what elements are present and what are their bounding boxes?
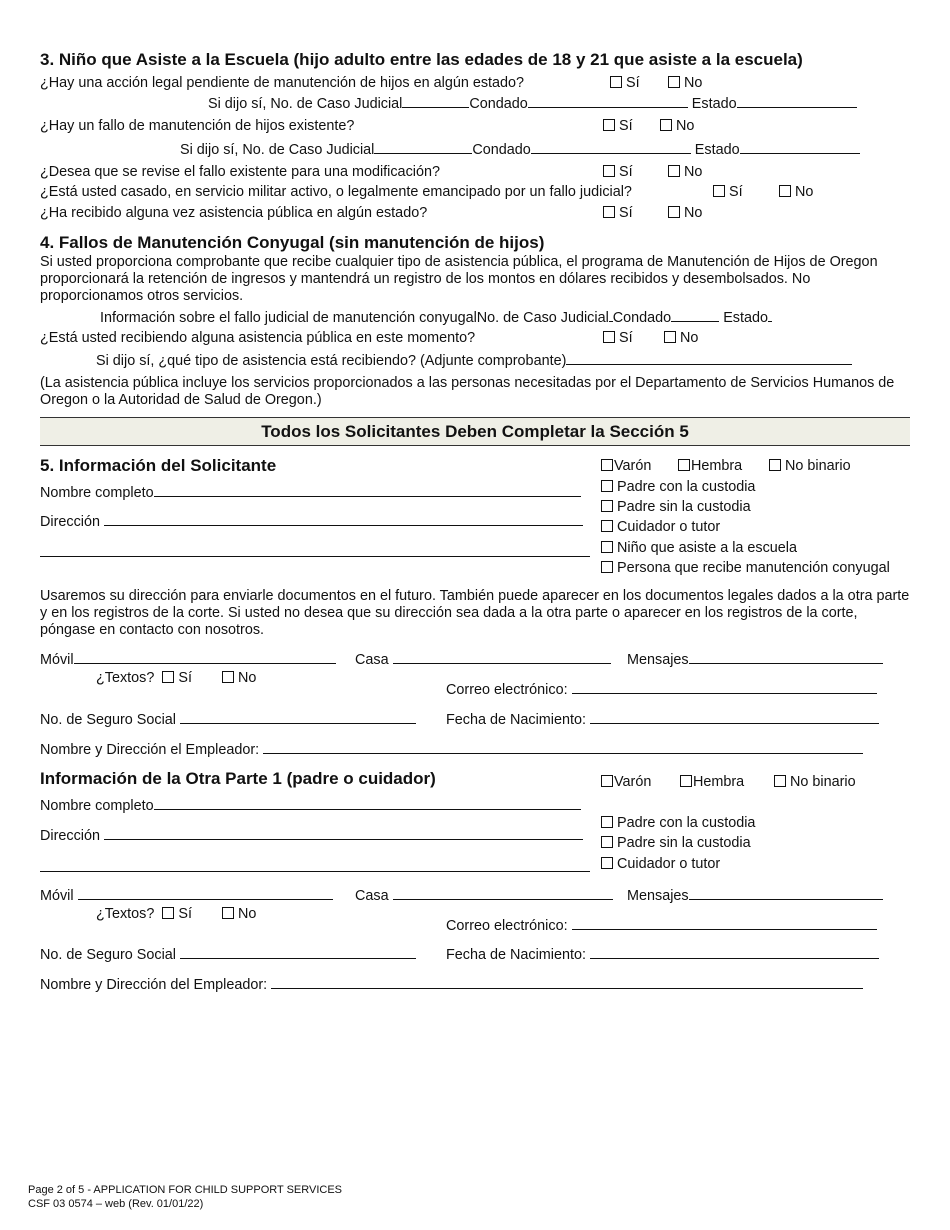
other-email-row: Correo electrónico: [446,916,877,935]
s3-q3-no[interactable]: No [668,164,702,181]
other-name-row: Nombre completo [40,796,581,815]
section5-heading: 5. Información del Solicitante [40,456,277,475]
applicant-nonbinary[interactable]: No binario [769,458,851,475]
applicant-dob-row: Fecha de Nacimiento: [446,710,879,729]
other-employer-row: Nombre y Dirección del Empleador: [40,975,863,994]
checkbox-icon[interactable] [664,331,676,343]
applicant-email-row: Correo electrónico: [446,680,877,699]
other-nonbinary[interactable]: No binario [774,774,856,791]
applicant-male[interactable]: Varón [601,458,651,475]
other-female[interactable]: Hembra [680,774,744,791]
other-address-row: Dirección [40,826,583,845]
checkbox-icon[interactable] [660,119,672,131]
checkbox-icon[interactable] [769,459,781,471]
mobile-field[interactable] [74,650,336,664]
checkbox-icon[interactable] [162,671,174,683]
s3-q4-no[interactable]: No [779,184,813,201]
checkbox-icon[interactable] [603,206,615,218]
applicant-address-row: Dirección [40,512,583,531]
s3-q5-label: ¿Ha recibido alguna vez asistencia pública en algún estado? [40,205,428,221]
county-field[interactable] [528,94,688,108]
s4-note: (La asistencia pública incluye los servicios proporcionados a las personas necesitadas por el Departamento de Servicios Humanos de Oregon o la Autoridad de Salud de Oregon.) [40,375,895,408]
checkbox-icon[interactable] [774,775,786,787]
other-caretaker[interactable]: Cuidador o tutor [601,856,720,873]
s3-q2-label: ¿Hay un fallo de manutención de hijos existente? [40,118,355,134]
checkbox-icon[interactable] [779,185,791,197]
other-texts-row: ¿Textos? Sí No [96,906,257,922]
applicant-name-row: Nombre completo [40,483,581,502]
s3-q1-yes[interactable]: Sí [610,75,640,92]
applicant-caretaker[interactable]: Cuidador o tutor [601,519,720,536]
checkbox-icon[interactable] [222,671,234,683]
section4-heading: 4. Fallos de Manutención Conyugal (sin manutención de hijos) [40,233,545,252]
applicant-spousal-recipient[interactable]: Persona que recibe manutención conyugal [601,560,890,577]
checkbox-icon[interactable] [601,480,613,492]
case-number-field[interactable] [402,94,469,108]
footer-form-number: CSF 03 0574 – web (Rev. 01/01/22) [28,1198,204,1210]
employer-field[interactable] [263,740,863,754]
other-dob-row: Fecha de Nacimiento: [446,945,879,964]
s3-q4-label: ¿Está usted casado, en servicio militar activo, o legalmente emancipado por un fallo judicial? [40,184,632,200]
mobile-field[interactable] [78,886,333,900]
home-phone-field[interactable] [393,886,613,900]
ssn-field[interactable] [180,710,416,724]
other-custodial[interactable]: Padre con la custodia [601,815,755,832]
s3-q3-label: ¿Desea que se revise el fallo existente para una modificación? [40,164,440,180]
other-party-heading: Información de la Otra Parte 1 (padre o cuidador) [40,769,436,788]
address-field[interactable] [104,512,583,526]
dob-field[interactable] [590,710,879,724]
s4-type-row: Si dijo sí, ¿qué tipo de asistencia está recibiendo? (Adjunte comprobante) [96,351,852,370]
checkbox-icon[interactable] [601,500,613,512]
s4-assistance-no[interactable]: No [664,330,698,347]
s3-q1-detail-row: Si dijo sí, No. de Caso Judicial Condado Estado [208,94,857,113]
checkbox-icon[interactable] [603,331,615,343]
applicant-employer-row: Nombre y Dirección el Empleador: [40,740,863,759]
checkbox-icon[interactable] [713,185,725,197]
address-line-2-field[interactable] [40,857,590,872]
checkbox-icon[interactable] [601,459,613,471]
checkbox-icon[interactable] [668,165,680,177]
checkbox-icon[interactable] [601,561,613,573]
checkbox-icon[interactable] [601,836,613,848]
full-name-field[interactable] [154,483,581,497]
state-field[interactable] [740,140,860,154]
applicant-female[interactable]: Hembra [678,458,742,475]
ssn-field[interactable] [180,945,416,959]
checkbox-icon[interactable] [222,907,234,919]
state-field[interactable] [768,308,772,322]
checkbox-icon[interactable] [668,76,680,88]
checkbox-icon[interactable] [601,816,613,828]
checkbox-icon[interactable] [601,857,613,869]
applicant-child-in-school[interactable]: Niño que asiste a la escuela [601,540,797,557]
s3-q2-no[interactable]: No [660,118,694,135]
assistance-type-field[interactable] [566,351,852,365]
other-messages-row: Mensajes [627,886,883,905]
checkbox-icon[interactable] [680,775,692,787]
applicant-texts-row: ¿Textos? Sí No [96,670,257,686]
s4-assistance-yes[interactable]: Sí [603,330,633,347]
s3-q2-yes[interactable]: Sí [603,118,633,135]
county-field[interactable] [671,308,719,322]
checkbox-icon[interactable] [603,165,615,177]
other-mobile-row: Móvil [40,886,333,905]
home-phone-field[interactable] [393,650,611,664]
checkbox-icon[interactable] [603,119,615,131]
checkbox-icon[interactable] [668,206,680,218]
s3-q4-yes[interactable]: Sí [713,184,743,201]
state-field[interactable] [737,94,857,108]
applicant-mobile-row: Móvil [40,650,336,669]
email-field[interactable] [572,916,877,930]
full-name-field[interactable] [154,796,581,810]
email-field[interactable] [572,680,877,694]
other-noncustodial[interactable]: Padre sin la custodia [601,835,751,852]
address-notice: Usaremos su dirección para enviarle documentos en el futuro. También puede aparecer en los documentos legales dados a la otra parte y en los registros de la corte. Si usted no desea que su dirección sea dada a la otra parte o aparecer en los registros de la corte, póngase en contacto con nosotros. [40,588,910,638]
case-number-field[interactable] [374,140,472,154]
s3-q5-no[interactable]: No [668,205,702,222]
s4-assistance-label: ¿Está usted recibiendo alguna asistencia pública en este momento? [40,330,476,346]
checkbox-icon[interactable] [601,775,613,787]
footer-page-info: Page 2 of 5 - APPLICATION FOR CHILD SUPPORT SERVICES [28,1184,343,1196]
dob-field[interactable] [590,945,879,959]
s3-q5-yes[interactable]: Sí [603,205,633,222]
checkbox-icon[interactable] [678,459,690,471]
messages-field[interactable] [689,886,883,900]
county-field[interactable] [531,140,691,154]
other-ssn-row: No. de Seguro Social [40,945,416,964]
address-field[interactable] [104,826,583,840]
checkbox-icon[interactable] [610,76,622,88]
other-home-row: Casa [355,886,613,905]
s3-q3-yes[interactable]: Sí [603,164,633,181]
section4-paragraph: Si usted proporciona comprobante que recibe cualquier tipo de asistencia pública, el programa de Manutención de Hijos de Oregon proporcionará la retención de ingresos y mantendrá un registro de los montos en dólares recibidos y desembolsados. No proporcionamos otros servicios. [40,254,878,304]
checkbox-icon[interactable] [601,541,613,553]
other-male[interactable]: Varón [601,774,651,791]
address-line-2-field[interactable] [40,542,590,557]
messages-field[interactable] [689,650,883,664]
applicant-ssn-row: No. de Seguro Social [40,710,416,729]
checkbox-icon[interactable] [601,520,613,532]
section3-heading: 3. Niño que Asiste a la Escuela (hijo adulto entre las edades de 18 y 21 que asiste a la escuela) [40,50,803,69]
s3-q1-no[interactable]: No [668,75,702,92]
section5-banner: Todos los Solicitantes Deben Completar la Sección 5 [40,417,910,446]
employer-field[interactable] [271,975,863,989]
applicant-home-row: Casa [355,650,611,669]
checkbox-icon[interactable] [162,907,174,919]
applicant-messages-row: Mensajes [627,650,883,669]
s4-order-row: Información sobre el fallo judicial de manutención conyugalNo. de Caso Judicial Condado Estado [100,308,772,327]
s3-q2-detail-row: Si dijo sí, No. de Caso Judicial Condado Estado [180,140,860,159]
s3-q1-label: ¿Hay una acción legal pendiente de manutención de hijos en algún estado? [40,75,525,91]
applicant-noncustodial[interactable]: Padre sin la custodia [601,499,751,516]
applicant-custodial[interactable]: Padre con la custodia [601,479,755,496]
